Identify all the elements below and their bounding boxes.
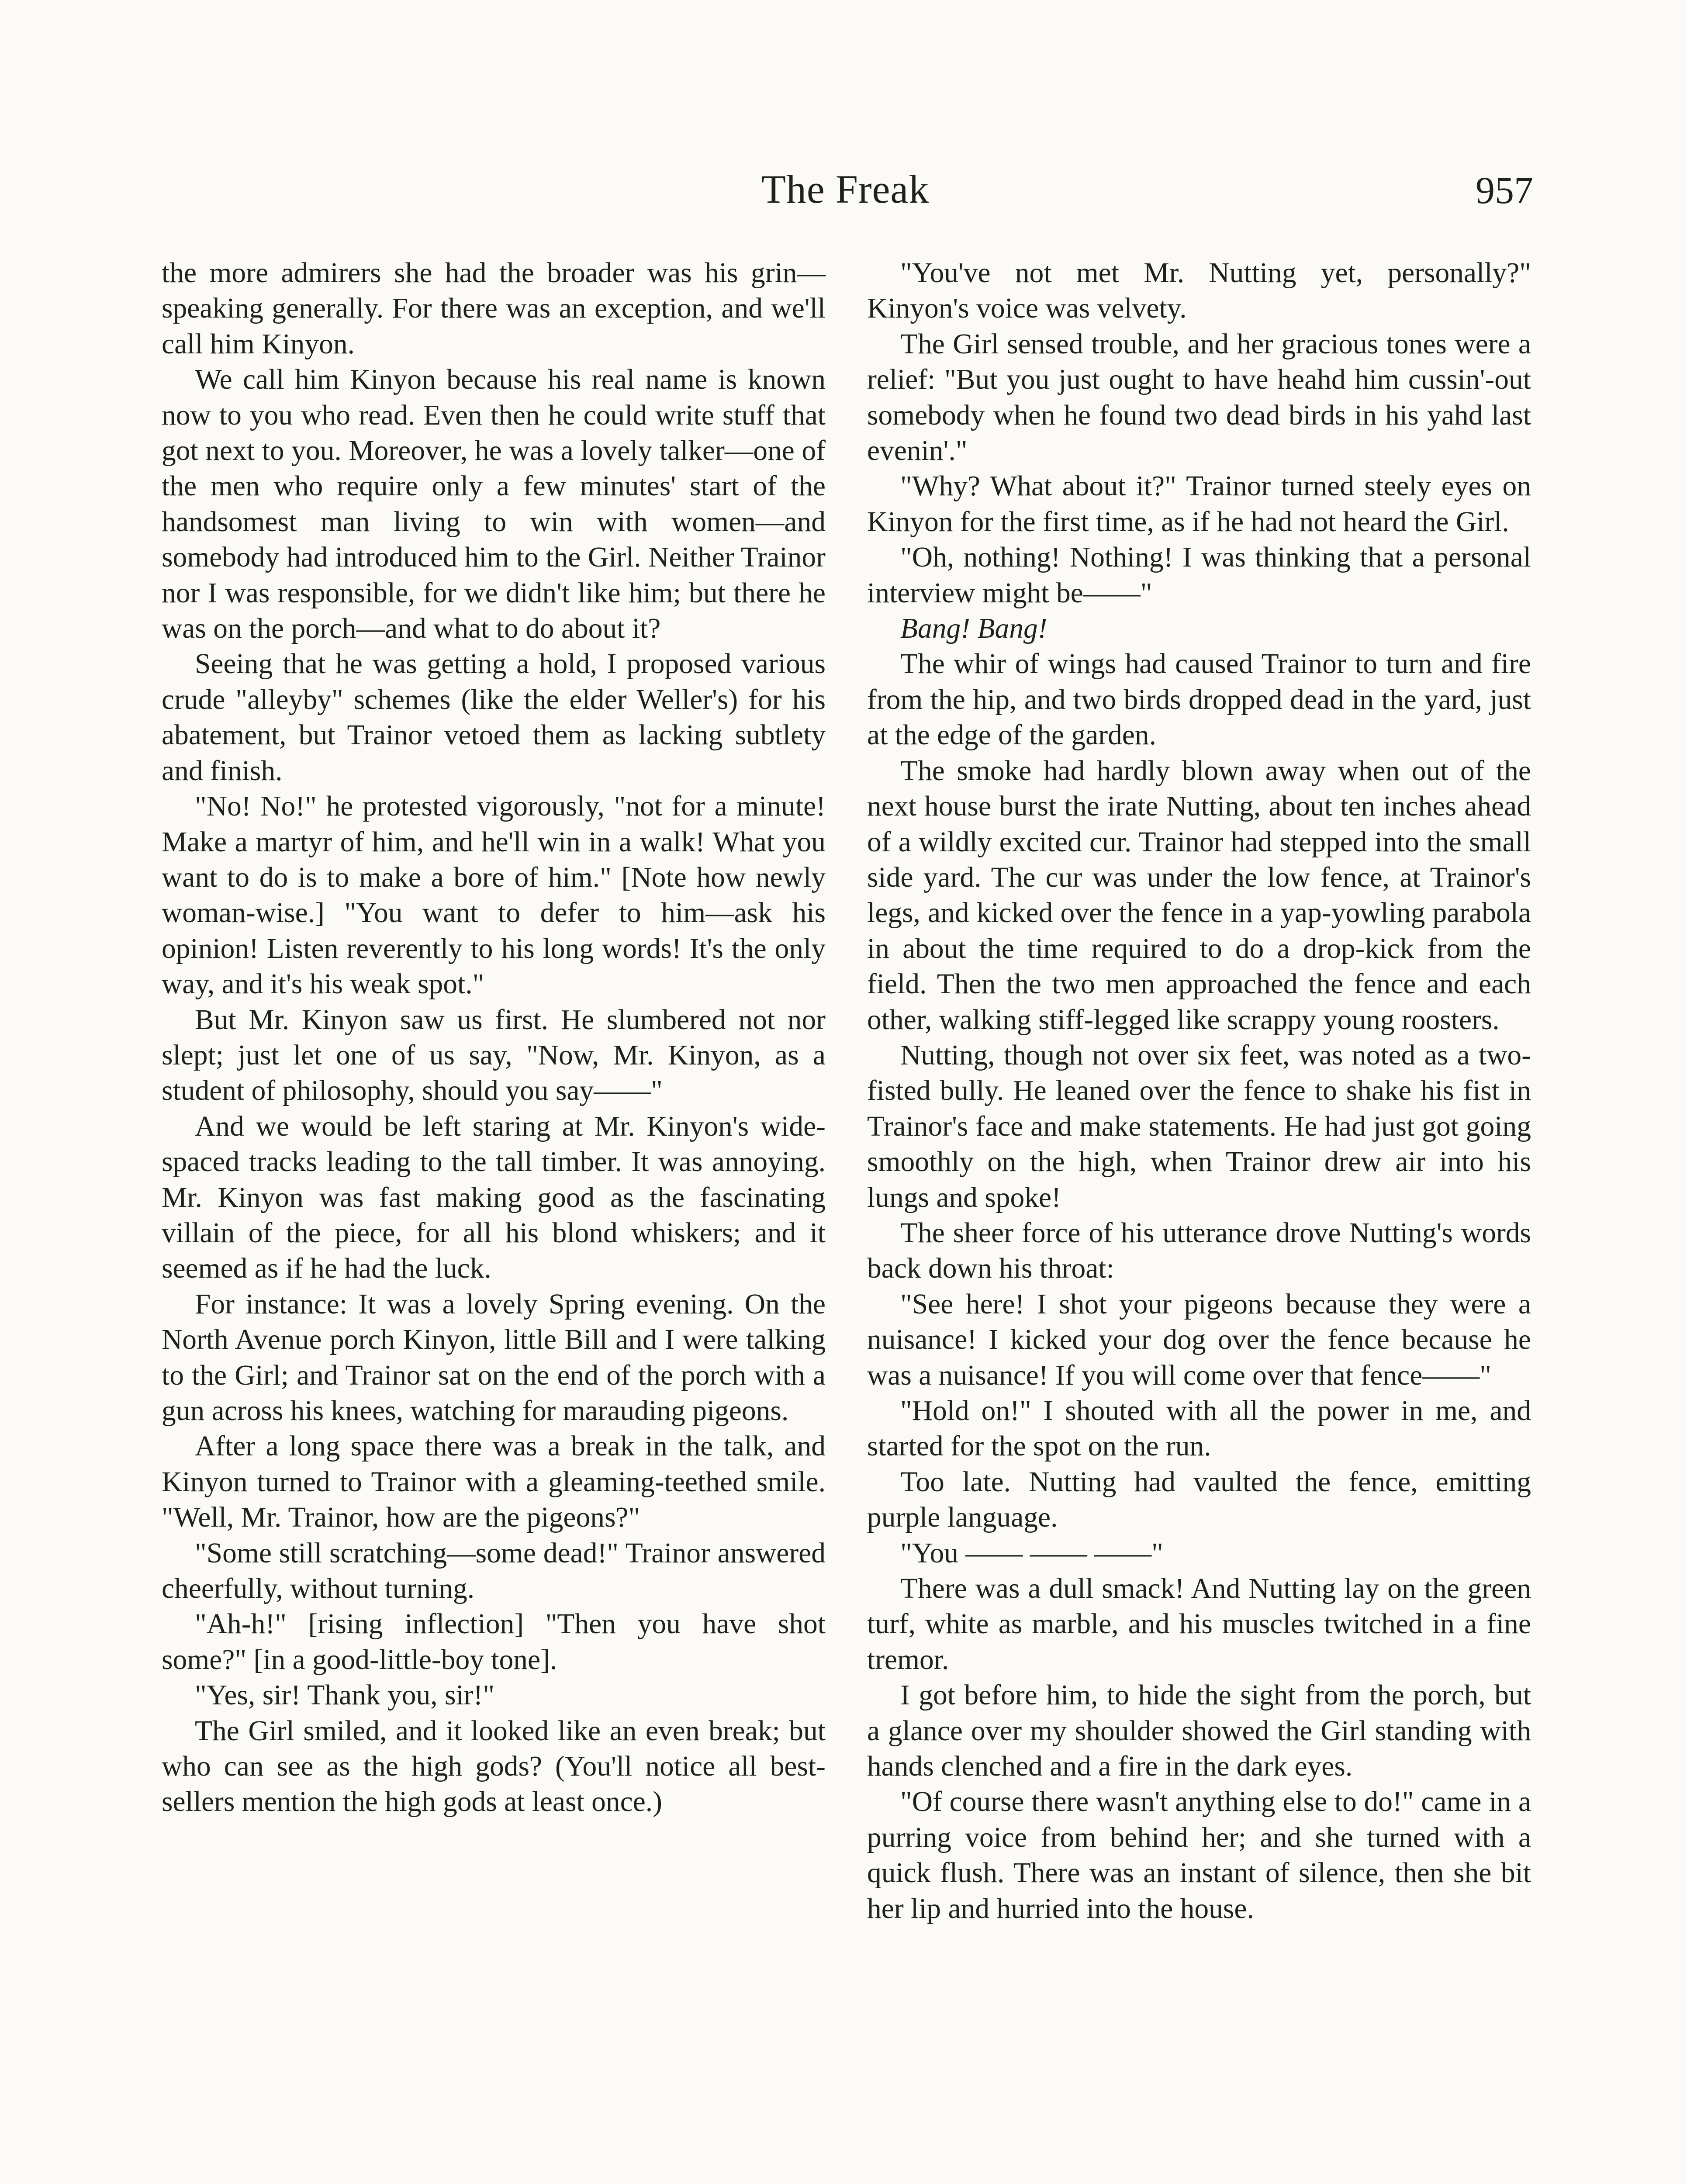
paragraph: "Ah-h!" [rising inflection] "Then you have shot some?" [in a good-little-boy tone]. bbox=[162, 1608, 826, 1676]
paragraph: We call him Kinyon because his real name is known now to you who read. Even then he could write stuff that got next to you. Moreover, he was a lovely talker—one of the men who require only a few minutes' start of the handsomest man living to win with women—and somebody had introduced him to the Girl. Neither Trainor nor I was responsible, for we didn't like him; but there he was on the porch—and what to do about it? bbox=[162, 364, 826, 645]
page-number: 957 bbox=[1476, 169, 1533, 212]
paragraph: "You've not met Mr. Nutting yet, personally?" Kinyon's voice was velvety. bbox=[867, 257, 1531, 325]
paragraph: "You —— —— ——" bbox=[900, 1537, 1163, 1569]
paragraph: "Oh, nothing! Nothing! I was thinking that a personal interview might be——" bbox=[867, 542, 1531, 609]
paragraph: After a long space there was a break in the talk, and Kinyon turned to Trainor with a gleaming-teethed smile. "Well, Mr. Trainor, how are the pigeons?" bbox=[162, 1431, 826, 1534]
running-head bbox=[157, 166, 1533, 223]
paragraph: Seeing that he was getting a hold, I proposed various crude "alleyby" schemes (like the elder Weller's) for his abatement, but Trainor vetoed them as lacking subtlety and finish. bbox=[162, 648, 826, 787]
right-column bbox=[867, 256, 1531, 1927]
paragraph: "No! No!" he protested vigorously, "not for a minute! Make a martyr of him, and he'll win in a walk! What you want to do is to make a bore of him." [Note how newly woman-wise.] "You want to defer to him—ask his opinion! Listen reverently to his long words! It's the only way, and it's his weak spot." bbox=[162, 791, 826, 1000]
paragraph: The Girl sensed trouble, and her gracious tones were a relief: "But you just ought to have heahd him cussin'-out somebody when he found two dead birds in his yahd last evenin'." bbox=[867, 328, 1531, 467]
paragraph: The sheer force of his utterance drove Nutting's words back down his throat: bbox=[867, 1217, 1531, 1285]
paragraph: the more admirers she had the broader was his grin—speaking generally. For there was an exception, and we'll call him Kinyon. bbox=[162, 257, 826, 360]
paragraph: For instance: It was a lovely Spring evening. On the North Avenue porch Kinyon, little Bill and I were talking to the Girl; and Trainor sat on the end of the porch with a gun across his knees, watching for marauding pigeons. bbox=[162, 1288, 826, 1427]
paragraph: The whir of wings had caused Trainor to turn and fire from the hip, and two birds dropped dead in the yard, just at the edge of the garden. bbox=[867, 648, 1531, 751]
paragraph: "Why? What about it?" Trainor turned steely eyes on Kinyon for the first time, as if he had not heard the Girl. bbox=[867, 470, 1531, 538]
paragraph: "Hold on!" I shouted with all the power in me, and started for the spot on the run. bbox=[867, 1395, 1531, 1462]
left-column bbox=[162, 256, 826, 1820]
page-title: The Freak bbox=[761, 167, 930, 211]
paragraph: And we would be left staring at Mr. Kinyon's wide-spaced tracks leading to the tall timber. It was annoying. Mr. Kinyon was fast making good as the fascinating villain of the piece, for all his blond whiskers; and it seemed as if he had the luck. bbox=[162, 1110, 826, 1285]
paragraph: Nutting, though not over six feet, was noted as a two-fisted bully. He leaned over the fence to shake his fist in Trainor's face and make statements. He had just got going smoothly on the high, when Trainor drew air into his lungs and spoke! bbox=[867, 1039, 1531, 1213]
paragraph: I got before him, to hide the sight from the porch, but a glance over my shoulder showed the Girl standing with hands clenched and a fire in the dark eyes. bbox=[867, 1679, 1531, 1783]
paragraph: "Yes, sir! Thank you, sir!" bbox=[195, 1679, 495, 1711]
paragraph-italic: Bang! Bang! bbox=[900, 613, 1047, 645]
paragraph: The smoke had hardly blown away when out of the next house burst the irate Nutting, about ten inches ahead of a wildly excited cur. Trainor had stepped into the small side yard. The cur was under the low fence, at Trainor's legs, and kicked over the fence in a yap-yowling parabola in about the time required to do a drop-kick from the field. Then the two men approached the fence and each other, walking stiff-legged like scrappy young roosters. bbox=[867, 755, 1531, 1036]
paragraph: "Of course there wasn't anything else to do!" came in a purring voice from behind her; and she turned with a quick flush. There was an instant of silence, then she bit her lip and hurried into the house. bbox=[867, 1786, 1531, 1925]
paragraph: There was a dull smack! And Nutting lay on the green turf, white as marble, and his muscles twitched in a fine tremor. bbox=[867, 1573, 1531, 1676]
paragraph: But Mr. Kinyon saw us first. He slumbered not nor slept; just let one of us say, "Now, Mr. Kinyon, as a student of philosophy, should you say——" bbox=[162, 1004, 826, 1107]
paragraph: The Girl smiled, and it looked like an even break; but who can see as the high gods? (You'll notice all best-sellers mention the high gods at least once.) bbox=[162, 1715, 826, 1818]
paragraph: "Some still scratching—some dead!" Trainor answered cheerfully, without turning. bbox=[162, 1537, 826, 1605]
paragraph: "See here! I shot your pigeons because they were a nuisance! I kicked your dog over the fence because he was a nuisance! If you will come over that fence——" bbox=[867, 1288, 1531, 1391]
paragraph: Too late. Nutting had vaulted the fence, emitting purple language. bbox=[867, 1466, 1531, 1534]
